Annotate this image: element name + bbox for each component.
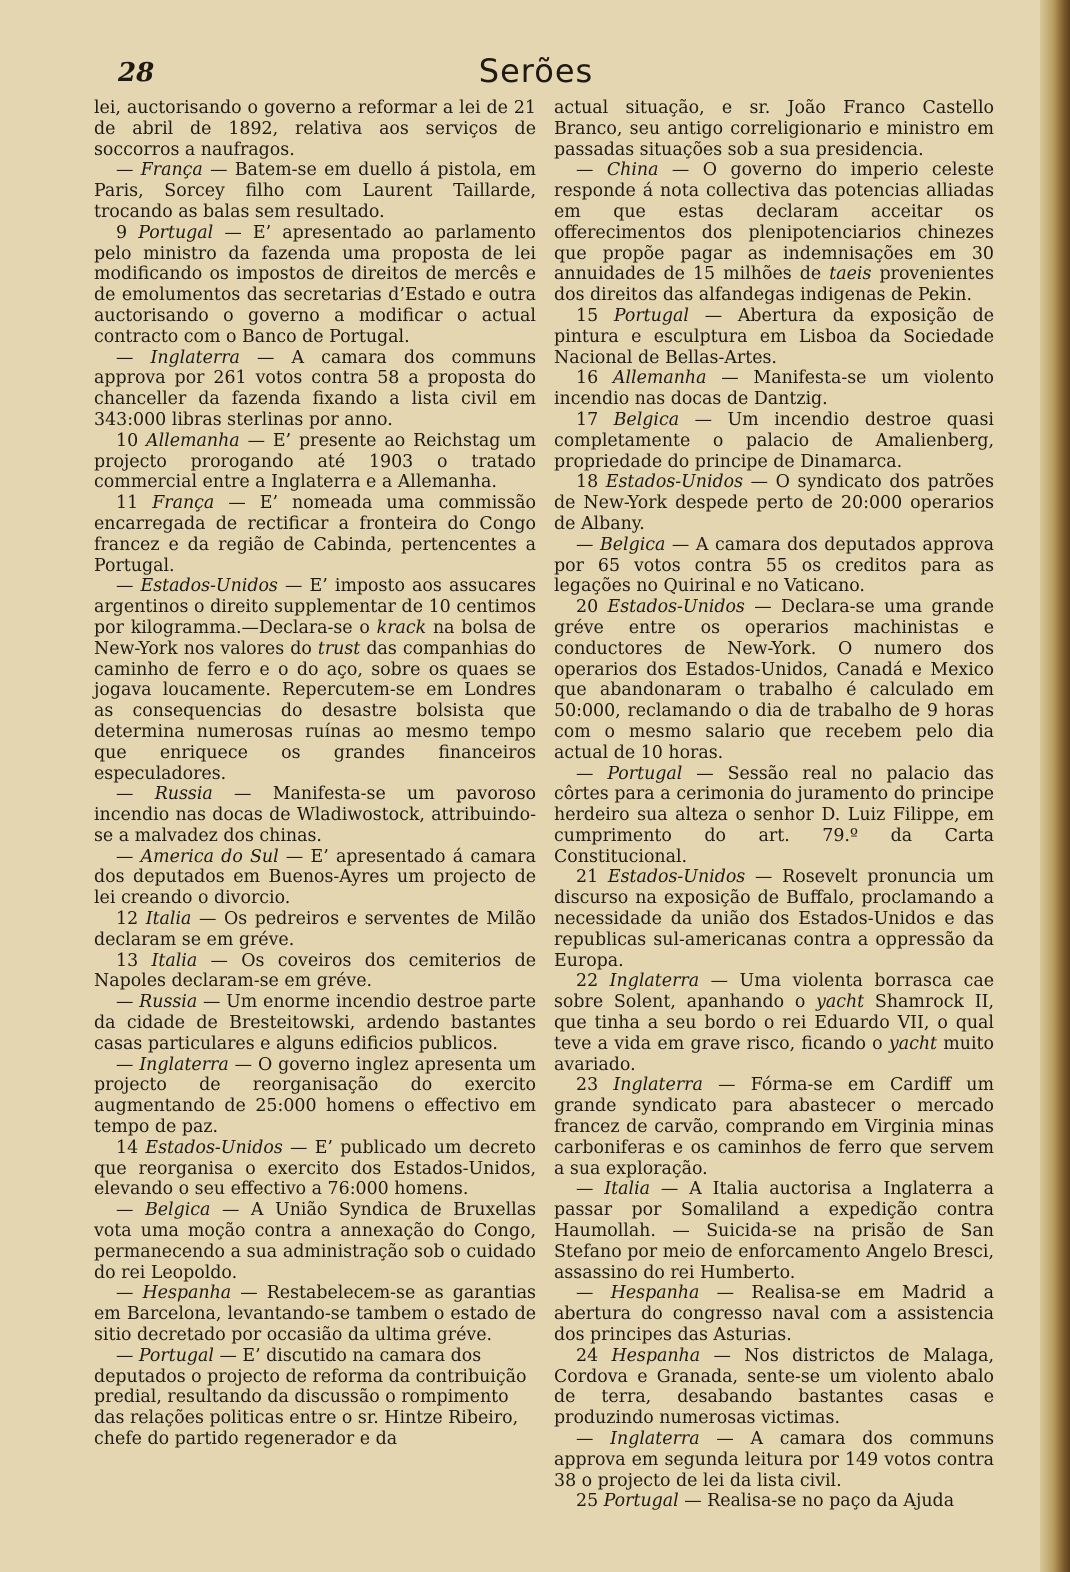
paragraph [554, 306, 994, 368]
text-run: — [576, 763, 608, 784]
italic-keyword: Portugal [603, 1491, 679, 1512]
italic-keyword: Portugal [607, 763, 683, 784]
italic-keyword: yacht [816, 992, 865, 1013]
text-run: 10 [116, 430, 147, 451]
text-run: — Sessão real no palacio das côrtes para a cerimonia do juramento do principe herdeiro sua alteza o senhor D. Luiz Filippe, em cumprimento do art. 79.º da Carta Constitucional. [554, 763, 994, 867]
text-run: — [116, 1345, 139, 1366]
paragraph [554, 410, 994, 472]
paragraph [94, 98, 536, 160]
text-run: — [116, 1054, 140, 1075]
text-run: 23 [576, 1075, 614, 1096]
text-run: — E’ imposto aos assucares argentinos o direito supplementar de 10 centimos por kilogramma.—Declara-se o [94, 576, 537, 638]
paragraph [94, 784, 536, 846]
text-run: na bolsa de New-York nos valores do [94, 617, 536, 659]
italic-keyword: Estados-Unidos [607, 867, 746, 888]
text-run: — Um incendio destroe quasi completamente o palacio de Amalienberg, propriedade do principe de Dinamarca. [554, 409, 994, 472]
paragraph [554, 1179, 994, 1283]
paragraph [94, 1055, 536, 1138]
text-run: — Declara-se uma grande gréve entre os operarios machinistas e conductores de New-York. O numero dos operarios dos Estados-Unidos, Canadá e Mexico que abandonaram o trabalho é calculado em 50:000, reclamando o dia de trabalho de 9 horas com o mesmo salario que recebem pelo dia actual de 10 horas. [554, 597, 994, 763]
text-run: — Um enorme incendio destroe parte da cidade de Bresteitowski, ardendo bastantes casas particulares e alguns edificios publicos. [94, 992, 537, 1054]
italic-keyword: Portugal [138, 222, 214, 243]
text-run: actual situação, e sr. João Franco Castello Branco, seu antigo correligionario e ministro em passadas situações sob a sua presidencia. [554, 98, 994, 160]
text-run: — E’ presente ao Reichstag um projecto prorogando até 1903 o tratado commercial entre a Inglaterra e a Allemanha. [94, 430, 536, 493]
text-run: — O governo inglez apresenta um projecto de reorganisação do exercito augmentando de 25:000 homens o effectivo em tempo de paz. [94, 1054, 537, 1138]
text-run: — [116, 160, 141, 181]
paragraph [554, 1491, 994, 1512]
paragraph [94, 1283, 536, 1345]
italic-keyword: Italia [151, 950, 198, 971]
paragraph [554, 160, 994, 306]
italic-keyword: Inglaterra [150, 347, 240, 368]
text-run: lei, auctorisando o governo a reformar a lei de 21 de abril de 1892, relativa aos serviços de soccorros a naufragos. [94, 98, 536, 160]
text-run: — [576, 160, 607, 181]
text-run: — A União Syndica de Bruxellas vota uma moção contra a annexação do Congo, permanecendo a sua administração sob o cuidado do rei Leopoldo. [94, 1200, 536, 1283]
text-run: 18 [576, 472, 606, 493]
paragraph [554, 1283, 994, 1345]
text-run: 20 [576, 597, 608, 618]
text-run: 12 [116, 909, 146, 930]
italic-keyword: Italia [145, 909, 192, 930]
text-run: — E’ publicado um decreto que reorganisa o exercito dos Estados-Unidos, elevando o seu effectivo a 76:000 homens. [94, 1137, 536, 1200]
italic-keyword: Belgica [599, 534, 666, 555]
italic-keyword: Inglaterra [139, 1054, 229, 1075]
paragraph [554, 535, 994, 597]
text-run: Shamrock II, que tinha a seu bordo o rei Eduardo VII, o qual teve a vida em grave risco, ficando o [554, 992, 994, 1054]
text-run: — A camara dos deputados approva por 65 votos contra 55 os creditos para as legações no Quirinal e no Vaticano. [554, 534, 994, 597]
italic-keyword: Italia [604, 1179, 651, 1200]
text-run: 13 [116, 950, 152, 971]
paragraph [554, 764, 994, 868]
left-column [94, 98, 536, 1450]
italic-keyword: yacht [888, 1033, 938, 1054]
italic-keyword: Inglaterra [609, 971, 700, 992]
text-run: 16 [576, 368, 613, 389]
text-run: — A camara dos communs approva em segunda leitura por 149 votos contra 38 o projecto de lei da lista civil. [554, 1429, 995, 1491]
italic-keyword: Allemanha [146, 430, 240, 451]
paragraph [554, 1346, 994, 1429]
text-run: 21 [576, 867, 608, 888]
text-run: — A Italia auctorisa a Inglaterra a passar por Somaliland a expedição contra Haumollah. — Suicida-se na prisão de San Stefano por meio de enforcamento Angelo Bresci, assassino do rei Humberto. [554, 1179, 995, 1283]
paragraph [94, 493, 536, 576]
text-run: — E’ discutido na camara dos deputados o projecto de reforma da contribuição predial, resultando da discussão o rompimento das relações politicas entre o sr. Hintze Ribeiro, chefe do partido regenerador e da [94, 1345, 527, 1449]
text-run: — [116, 576, 141, 597]
italic-keyword: França [152, 493, 215, 514]
italic-keyword: Estados-Unidos [145, 1137, 283, 1158]
text-run: muito avariado. [554, 1033, 994, 1075]
paragraph [94, 1138, 536, 1200]
italic-keyword: Hespanha [610, 1283, 700, 1304]
text-run: 9 [116, 222, 139, 243]
italic-keyword: Belgica [144, 1200, 211, 1221]
text-run: — Uma violenta borrasca cae sobre Solent, apanhando o [554, 971, 994, 1013]
italic-keyword: França [140, 160, 203, 181]
text-run: — [576, 1283, 611, 1304]
italic-keyword: Inglaterra [613, 1075, 703, 1096]
text-run: — [576, 534, 600, 555]
italic-keyword: Belgica [613, 409, 680, 430]
paragraph [94, 951, 536, 993]
italic-keyword: Allemanha [612, 368, 707, 389]
paragraph [94, 847, 536, 909]
text-run: — O governo do imperio celeste responde á nota collectiva das potencias alliadas em que estas declaram acceitar os offerecimentos dos plenipotenciarios chinezes que propõe pagar as indemnisações em 30 annuidades de 15 milhões de [554, 160, 994, 285]
italic-keyword: America do Sul [140, 846, 279, 867]
text-run: — Realisa-se em Madrid a abertura do congresso naval com a assistencia dos principes das Asturias. [554, 1283, 994, 1346]
paragraph [554, 597, 994, 763]
italic-keyword: Inglaterra [610, 1429, 700, 1449]
paragraph [94, 992, 536, 1054]
text-run: — Rosevelt pronuncia um discurso na exposição de Buffalo, proclamando a necessidade da união dos Estados-Unidos e das republicas sul-americanas contra a oppressão da Europa. [554, 867, 994, 971]
text-run: — [116, 846, 141, 867]
paragraph [94, 576, 536, 784]
page-number: 28 [118, 58, 155, 88]
text-run: — Fórma-se em Cardiff um grande syndicato para abastecer o mercado francez de carvão, comprando em Virginia minas carboniferas e os caminhos de ferro que servem a sua exploração. [554, 1075, 994, 1179]
text-run: provenientes dos direitos das alfandegas indigenas de Pekin. [554, 264, 994, 306]
text-run: — Manifesta-se um pavoroso incendio nas docas de Wladiwostock, attribuindo-se a malvadez dos chinas. [94, 784, 536, 846]
text-run: — Os pedreiros e serventes de Milão declaram se em gréve. [94, 909, 536, 950]
right-column [554, 98, 994, 1512]
italic-keyword: taeis [829, 264, 872, 285]
paragraph [554, 368, 994, 410]
text-run: — E’ apresentado ao parlamento pelo ministro da fazenda uma proposta de lei modificando os impostos de direitos de mercês e de emolumentos das secretarias d’Estado e outra auctorisando o governo a modificar o actual contracto com o Banco de Portugal. [94, 222, 536, 347]
page-header [118, 52, 954, 92]
italic-keyword: Russia [154, 784, 213, 805]
paragraph [554, 1075, 994, 1179]
text-run: 14 [116, 1137, 146, 1158]
text-run: — Os coveiros dos cemiterios de Napoles declaram-se em gréve. [94, 950, 536, 992]
text-run: 17 [576, 409, 614, 430]
paragraph [554, 472, 994, 534]
paragraph [554, 98, 994, 160]
paragraph [94, 160, 536, 222]
text-run: — [116, 992, 140, 1013]
italic-keyword: Hespanha [142, 1283, 232, 1304]
text-run: — Realisa-se no paço da Ajuda [678, 1491, 955, 1512]
italic-keyword: Portugal [138, 1345, 214, 1366]
italic-keyword: Estados-Unidos [607, 597, 745, 618]
italic-keyword: trust [317, 638, 361, 659]
paragraph [94, 909, 536, 951]
running-title: Serões [478, 52, 594, 90]
text-run: — E’ apresentado á camara dos deputados em Buenos-Ayres um projecto de lei creando o divorcio. [94, 846, 536, 909]
text-run: 11 [116, 493, 153, 514]
italic-keyword: Hespanha [611, 1345, 701, 1366]
italic-keyword: Portugal [613, 305, 689, 326]
text-run: — Restabelecem-se as garantias em Barcelona, levantando-se tambem o estado de sitio decretado por occasião da ultima gréve. [94, 1283, 536, 1346]
text-run: — [576, 1179, 605, 1200]
italic-keyword: China [606, 160, 659, 181]
paragraph [554, 867, 994, 971]
paragraph [554, 1429, 994, 1491]
text-run: — A camara dos communs approva por 261 votos contra 58 a proposta do chanceller da fazenda fixando a lista civil em 343:000 libras sterlinas por anno. [94, 347, 536, 430]
text-run: — [116, 347, 151, 368]
italic-keyword: krack [376, 617, 427, 638]
text-run: — Manifesta-se um violento incendio nas docas de Dantzig. [554, 368, 994, 410]
paragraph [94, 431, 536, 493]
text-run: — O syndicato dos patrões de New-York despede perto de 20:000 operarios de Albany. [554, 472, 994, 534]
paragraph [94, 1346, 536, 1450]
page-edge-shadow [1040, 0, 1070, 1572]
text-run: — [116, 1200, 145, 1221]
text-run: das companhias do caminho de ferro e o do aço, sobre os quaes se jogava loucamente. Repercutem-se em Londres as consequencias do desastre bolsista que determina numerosas ruínas ao mesmo tempo que enriquece os grandes financeiros especuladores. [94, 638, 536, 784]
text-run: 25 [576, 1491, 604, 1512]
text-run: — [116, 1283, 143, 1304]
text-run: — Nos districtos de Malaga, Cordova e Granada, sente-se um violento abalo de terra, desabando bastantes casas e produzindo numerosas victimas. [554, 1345, 994, 1429]
paragraph [94, 223, 536, 348]
text-run: 22 [576, 971, 610, 992]
text-run: — [576, 1429, 611, 1449]
paragraph [94, 1200, 536, 1283]
text-run: 15 [576, 305, 614, 326]
paragraph [94, 348, 536, 431]
text-run: — [116, 784, 155, 805]
text-run: — E’ nomeada uma commissão encarregada de rectificar a fronteira do Congo francez e da região de Cabinda, pertencentes a Portugal. [94, 493, 536, 576]
paragraph [554, 971, 994, 1075]
italic-keyword: Estados-Unidos [140, 576, 278, 597]
text-run: — Abertura da exposição de pintura e esculptura em Lisboa da Sociedade Nacional de Bellas-Artes. [554, 305, 994, 368]
italic-keyword: Russia [139, 992, 198, 1013]
text-run: 24 [576, 1345, 612, 1366]
italic-keyword: Estados-Unidos [605, 472, 744, 493]
text-run: — Batem-se em duello á pistola, em Paris, Sorcey filho com Laurent Taillarde, trocando as balas sem resultado. [94, 160, 536, 222]
